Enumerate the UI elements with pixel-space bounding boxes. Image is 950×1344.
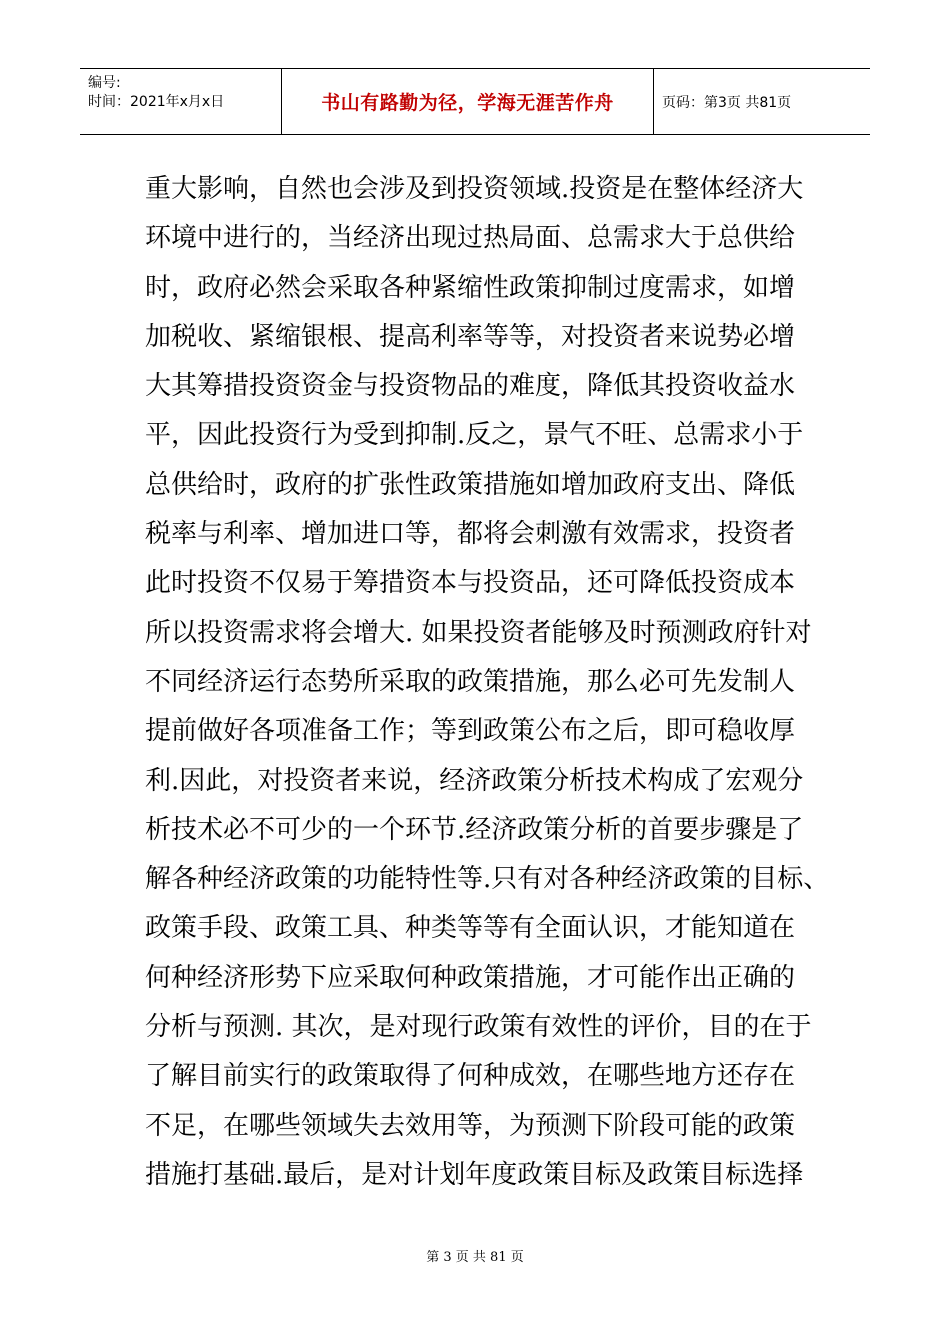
- text-line: 时，政府必然会采取各种紧缩性政策抑制过度需求，如增: [145, 272, 796, 303]
- text-line: 政策手段、政策工具、种类等等有全面认识，才能知道在: [145, 913, 796, 944]
- text-line: 不同经济运行态势所采取的政策措施，那么必可先发制人: [145, 666, 796, 697]
- header-page-code: 页码：第3页 共81页: [662, 94, 792, 111]
- text-line: 了解目前实行的政策取得了何种成效，在哪些地方还存在: [145, 1061, 796, 1092]
- text-line: 重大影响，自然也会涉及到投资领域.投资是在整体经济大: [145, 174, 804, 204]
- document-time-label: 时间：2021年x月x日: [88, 94, 225, 110]
- header-info-cell: [80, 69, 282, 134]
- body-text: [145, 165, 830, 1200]
- text-line: 分析与预测. 其次，是对现行政策有效性的评价，目的在于: [145, 1012, 812, 1043]
- text-line: 此时投资不仅易于筹措资本与投资品，还可降低投资成本: [145, 568, 796, 599]
- footer-page-number: 第 3 页 共 81 页: [426, 1250, 524, 1265]
- header-page-cell: [654, 69, 870, 134]
- text-line: 析技术必不可少的一个环节.经济政策分析的首要步骤是了: [145, 814, 804, 845]
- text-line: 不足，在哪些领域失去效用等，为预测下阶段可能的政策: [145, 1110, 796, 1141]
- text-line: 措施打基础.最后，是对计划年度政策目标及政策目标选择: [145, 1159, 804, 1190]
- header-motto: 书山有路勤为径，学海无涯苦作舟: [321, 92, 614, 114]
- text-line: 大其筹措投资资金与投资物品的难度，降低其投资收益水: [145, 371, 796, 402]
- text-line: 解各种经济政策的功能特性等.只有对各种经济政策的目标、: [145, 864, 830, 895]
- text-line: 利.因此，对投资者来说，经济政策分析技术构成了宏观分: [145, 765, 804, 796]
- document-number-label: 编号:: [88, 75, 121, 91]
- text-line: 加税收、紧缩银根、提高利率等等，对投资者来说势必增: [145, 321, 796, 352]
- header-motto-cell: [282, 69, 654, 134]
- text-line: 何种经济形势下应采取何种政策措施，才可能作出正确的: [145, 962, 796, 993]
- text-line: 税率与利率、增加进口等，都将会刺激有效需求，投资者: [145, 519, 796, 550]
- text-line: 提前做好各项准备工作；等到政策公布之后，即可稳收厚: [145, 716, 796, 747]
- text-line: 平，因此投资行为受到抑制.反之，景气不旺、总需求小于: [145, 420, 804, 451]
- text-line: 总供给时，政府的扩张性政策措施如增加政府支出、降低: [145, 469, 796, 500]
- text-line: 环境中进行的，当经济出现过热局面、总需求大于总供给: [145, 223, 796, 254]
- header-table: [80, 68, 870, 135]
- text-line: 所以投资需求将会增大. 如果投资者能够及时预测政府针对: [145, 617, 812, 648]
